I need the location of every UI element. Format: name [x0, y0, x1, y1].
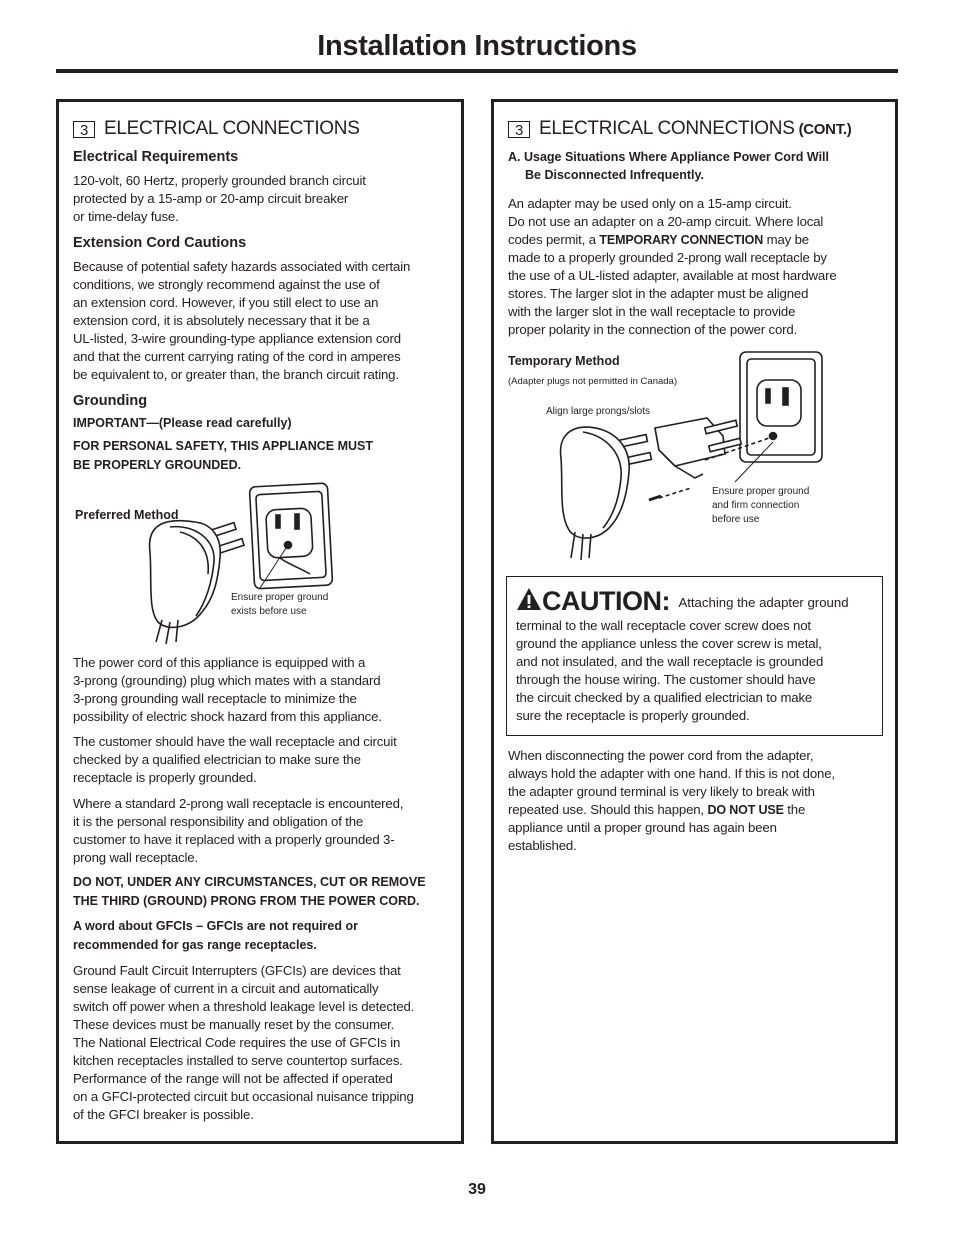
electrical-requirements-heading: Electrical Requirements	[73, 149, 239, 165]
electrical-requirements-text	[73, 172, 366, 226]
disconnect-paragraph	[508, 747, 835, 855]
three-prong-plug-illustration	[140, 482, 340, 644]
text-line: Where a standard 2-prong wall receptacle is encountered,	[73, 796, 404, 811]
grounding-heading: Grounding	[73, 393, 148, 409]
text-line: receptacle is properly grounded.	[73, 770, 257, 785]
caution-first-line	[516, 586, 849, 617]
text-line: protected by a 15-amp or 20-amp circuit breaker	[73, 191, 349, 206]
text-line: A word about GFCIs – GFCIs are not required or	[73, 919, 358, 933]
do-not-cut-warning	[73, 873, 426, 910]
text-line: 3-prong (grounding) plug which mates with a standard	[73, 673, 381, 688]
safety-warning-line: FOR PERSONAL SAFETY, THIS APPLIANCE MUST	[73, 439, 374, 453]
text-line: DO NOT, UNDER ANY CIRCUMSTANCES, CUT OR REMOVE	[73, 875, 426, 889]
section-title-cont: (CONT.)	[798, 120, 852, 138]
gfci-paragraph	[73, 962, 414, 1124]
text-line: established.	[508, 838, 577, 853]
page-number: 39	[468, 1181, 486, 1198]
figure-caption-line: exists before use	[231, 606, 307, 617]
right-section-heading	[508, 118, 851, 140]
customer-check-paragraph	[73, 733, 397, 787]
section-title: ELECTRICAL CONNECTIONS	[104, 118, 360, 139]
text-line: 3-prong grounding wall receptacle to minimize the	[73, 691, 357, 706]
temporary-connection-text: TEMPORARY CONNECTION	[599, 233, 764, 247]
text-line: The power cord of this appliance is equipped with a	[73, 655, 366, 670]
text-span: codes permit, a	[508, 232, 600, 247]
adapter-paragraph	[508, 195, 837, 339]
text-line: 120-volt, 60 Hertz, properly grounded branch circuit	[73, 173, 366, 188]
text-line: sure the receptacle is properly grounded.	[516, 708, 750, 723]
text-line: be equivalent to, or greater than, the branch circuit rating.	[73, 367, 399, 382]
text-line: possibility of electric shock hazard from this appliance.	[73, 709, 382, 724]
text-line: kitchen receptacles installed to serve countertop surfaces.	[73, 1053, 403, 1068]
text-line: and not insulated, and the wall receptacle is grounded	[516, 654, 824, 669]
text-line: prong wall receptacle.	[73, 850, 198, 865]
adapter-plug-illustration	[555, 350, 830, 565]
gfci-warning	[73, 917, 358, 954]
text-line: and that the current carrying rating of the cord in amperes	[73, 349, 401, 364]
text-line: an extension cord. However, if you still elect to use an	[73, 295, 379, 310]
text-line: Because of potential safety hazards associated with certain	[73, 259, 411, 274]
text-line: terminal to the wall receptacle cover screw does not	[516, 618, 811, 633]
page-title: Installation Instructions	[317, 30, 637, 62]
text-line: it is the personal responsibility and obligation of the	[73, 814, 364, 829]
text-line: sense leakage of current in a circuit and automatically	[73, 981, 379, 996]
text-line: stores. The larger slot in the adapter must be aligned	[508, 286, 809, 301]
text-span: the	[783, 802, 806, 817]
caution-text	[516, 617, 823, 725]
text-line: through the house wiring. The customer should have	[516, 672, 816, 687]
text-line: always hold the adapter with one hand. If this is not done,	[508, 766, 835, 781]
text-line: checked by a qualified electrician to make sure the	[73, 752, 361, 767]
text-line: These devices must be manually reset by the consumer.	[73, 1017, 395, 1032]
left-section-heading	[73, 118, 360, 140]
extension-cord-heading: Extension Cord Cautions	[73, 235, 247, 251]
do-not-use-text: DO NOT USE	[707, 803, 784, 817]
text-line: Performance of the range will not be affected if operated	[73, 1071, 393, 1086]
text-line: the circuit checked by a qualified electrician to make	[516, 690, 813, 705]
power-cord-paragraph	[73, 654, 382, 726]
text-line: Do not use an adapter on a 20-amp circuit. Where local	[508, 214, 824, 229]
section-number: 3	[73, 121, 95, 138]
ground-caption-line: and firm connection	[712, 500, 800, 511]
text-line: of the GFCI breaker is possible.	[73, 1107, 254, 1122]
ground-caption-line: before use	[712, 514, 760, 525]
text-line: ground the appliance unless the cover screw is metal,	[516, 636, 822, 651]
preferred-method-label: Preferred Method	[75, 508, 179, 522]
two-prong-paragraph	[73, 795, 403, 867]
text-line	[508, 231, 837, 249]
text-line: proper polarity in the connection of the power cord.	[508, 322, 798, 337]
text-line: on a GFCI-protected circuit but occasional nuisance tripping	[73, 1089, 414, 1104]
ground-caption-line: Ensure proper ground	[712, 486, 810, 497]
text-line: or time-delay fuse.	[73, 209, 179, 224]
text-line: the use of a UL-listed adapter, available at most hardware	[508, 268, 837, 283]
text-span: repeated use. Should this happen,	[508, 802, 708, 817]
temporary-method-heading: Temporary Method	[508, 354, 620, 368]
text-line: An adapter may be used only on a 15-amp circuit.	[508, 196, 792, 211]
text-line: with the larger slot in the wall receptacle to provide	[508, 304, 796, 319]
extension-cord-text	[73, 258, 410, 384]
title-rule	[56, 69, 898, 73]
text-line: the adapter ground terminal is very likely to break with	[508, 784, 815, 799]
text-line: THE THIRD (GROUND) PRONG FROM THE POWER CORD.	[73, 893, 420, 908]
text-line: extension cord, it is absolutely necessary that it be a	[73, 313, 370, 328]
adapter-note: (Adapter plugs not permitted in Canada)	[508, 376, 677, 387]
text-line: Ground Fault Circuit Interrupters (GFCIs) are devices that	[73, 963, 401, 978]
text-line	[508, 801, 835, 819]
text-line: made to a properly grounded 2-prong wall receptacle by	[508, 250, 827, 265]
text-line: The customer should have the wall receptacle and circuit	[73, 734, 397, 749]
important-note: IMPORTANT—(Please read carefully)	[73, 416, 292, 430]
caution-first-text: Attaching the adapter ground	[678, 595, 849, 610]
text-line: switch off power when a threshold leakage level is detected.	[73, 999, 415, 1014]
text-line: appliance until a proper ground has again been	[508, 820, 777, 835]
usage-heading-line: A. Usage Situations Where Appliance Power Cord Will	[508, 150, 830, 164]
text-line: When disconnecting the power cord from the adapter,	[508, 748, 814, 763]
text-line: customer to have it replaced with a properly grounded 3-	[73, 832, 395, 847]
text-line: The National Electrical Code requires the use of GFCIs in	[73, 1035, 401, 1050]
usage-heading-line: Be Disconnected Infrequently.	[525, 168, 704, 182]
align-prongs-label: Align large prongs/slots	[546, 406, 650, 417]
caution-word: CAUTION:	[542, 586, 670, 616]
section-title: ELECTRICAL CONNECTIONS	[539, 118, 795, 139]
warning-triangle-icon	[516, 587, 542, 611]
figure-caption-line: Ensure proper ground	[231, 592, 329, 603]
text-line: UL-listed, 3-wire grounding-type appliance extension cord	[73, 331, 401, 346]
text-span: may be	[763, 232, 809, 247]
section-number: 3	[508, 121, 530, 138]
safety-warning-line: BE PROPERLY GROUNDED.	[73, 458, 242, 472]
text-line: conditions, we strongly recommend against the use of	[73, 277, 380, 292]
text-line: recommended for gas range receptacles.	[73, 937, 317, 952]
